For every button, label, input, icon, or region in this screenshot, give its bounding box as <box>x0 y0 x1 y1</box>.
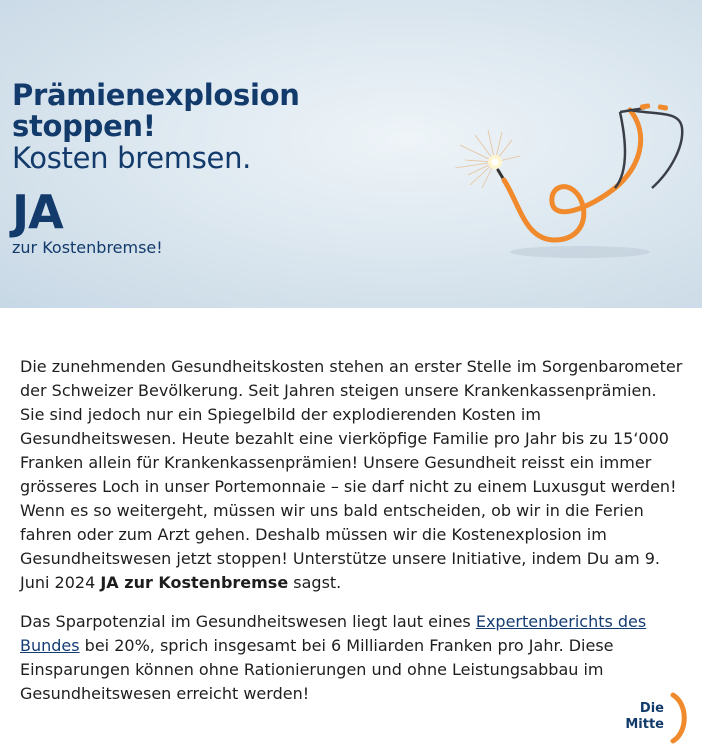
ja-subline: zur Kostenbremse! <box>12 238 163 257</box>
article-body <box>20 355 685 721</box>
hero-headline-block <box>12 80 300 259</box>
paragraph-1-end: sagst. <box>288 573 342 592</box>
headline-line-1: Prämienexplosion <box>12 78 300 112</box>
paragraph-1-bold: JA zur Kostenbremse <box>100 573 289 592</box>
logo-line-1: Die <box>639 701 664 716</box>
paragraph-2 <box>20 610 685 706</box>
paragraph-1 <box>20 355 685 595</box>
headline-line-3: Kosten bremsen. <box>12 141 252 175</box>
logo-bracket-icon <box>668 692 690 744</box>
logo-text <box>625 701 664 733</box>
paragraph-1-text: Die zunehmenden Gesundheitskosten stehen an erster Stelle im Sorgenbarometer der Schweizer Bevölkerung. Seit Jahren steigen unsere Krankenkassenprämien. Sie sind jedoch nur ein Spiegelbild der explodierenden Kosten im Gesundheitswesen. Heute bezahlt eine vierköpfige Familie pro Jahr bis zu 15‘000 Franken allein für Krankenkassenprämien! Unsere Gesundheit reisst ein immer grösseres Loch in unser Portemonnaie – sie darf nicht zu einem Luxusgut werden! Wenn es so weitergeht, müssen wir uns bald entscheiden, ob wir in die Ferien fahren oder zum Arzt gehen. Deshalb müssen wir die Kostenexplosion im Gesundheitswesen jetzt stoppen! Unterstütze unsere Initiative, indem Du am 9. Juni 2024 <box>20 357 683 592</box>
die-mitte-logo <box>622 692 690 744</box>
paragraph-2-start: Das Sparpotenzial im Gesundheitswesen liegt laut eines <box>20 612 476 631</box>
logo-line-2: Mitte <box>625 717 664 732</box>
hero-banner <box>0 0 702 308</box>
stethoscope-fuse-illustration <box>440 90 700 280</box>
paragraph-2-end: bei 20%, sprich insgesamt bei 6 Milliarden Franken pro Jahr. Diese Einsparungen können ohne Rationierungen und ohne Leistungsabbau im Gesundheitswesen erreicht werden! <box>20 636 614 703</box>
headline-line-2: stoppen! <box>12 109 156 143</box>
ja-label: JA <box>12 185 63 239</box>
expertenbericht-link[interactable]: Expertenberichts des Bundes <box>20 612 647 655</box>
